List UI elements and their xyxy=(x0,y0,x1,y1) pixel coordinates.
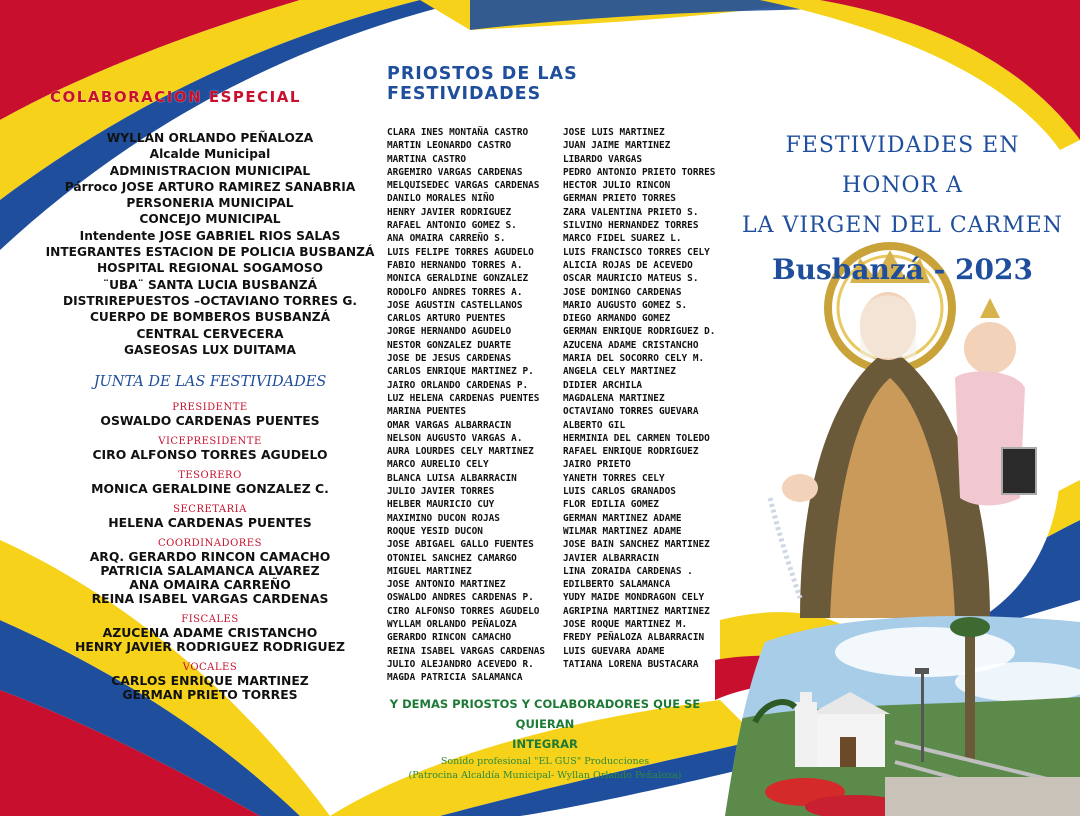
role-label: FISCALES xyxy=(181,614,239,626)
priosto-name: OMAR VARGAS ALBARRACIN xyxy=(387,419,512,431)
priosto-name: JULIO ALEJANDRO ACEVEDO R. xyxy=(387,658,534,670)
priosto-name: GERMAN PRIETO TORRES xyxy=(563,193,676,205)
priosto-name: PEDRO ANTONIO PRIETO TORRES xyxy=(563,166,716,178)
role-name: HELENA CARDENAS PUENTES xyxy=(108,515,312,531)
collab-item: HOSPITAL REGIONAL SOGAMOSO xyxy=(96,261,324,276)
role-label: VICEPRESIDENTE xyxy=(158,436,262,448)
priosto-name: MAGDA PATRICIA SALAMANCA xyxy=(387,672,523,684)
priosto-name: MONICA GERALDINE GONZALEZ xyxy=(387,273,529,285)
priosto-name: JOSE DOMINGO CARDENAS xyxy=(563,286,682,298)
priosto-name: OSWALDO ANDRES CARDENAS P. xyxy=(387,592,534,604)
priosto-name: FREDY PEÑALOZA ALBARRACIN xyxy=(563,632,705,644)
collab-item: GASEOSAS LUX DUITAMA xyxy=(124,342,296,357)
event-title-line: LA VIRGEN DEL CARMEN xyxy=(742,213,1063,238)
priosto-name: JULIO JAVIER TORRES xyxy=(387,486,495,498)
priosto-name: LUIS GUEVARA ADAME xyxy=(563,645,665,657)
collaboration-title: COLABORACION ESPECIAL xyxy=(50,88,301,106)
priosto-name: TATIANA LORENA BUSTACARA xyxy=(563,658,699,670)
priosto-name: SILVINO HERNANDEZ TORRES xyxy=(563,220,699,232)
priosto-name: AURA LOURDES CELY MARTINEZ xyxy=(387,446,534,458)
priosto-name: MARTINA CASTRO xyxy=(387,153,467,165)
priosto-name: MELQUISEDEC VARGAS CARDENAS xyxy=(387,180,540,192)
priosto-name: DIDIER ARCHILA xyxy=(563,379,643,391)
role-name: REINA ISABEL VARGAS CARDENAS xyxy=(91,591,329,607)
role-name: GERMAN PRIETO TORRES xyxy=(122,687,298,703)
priosto-name: ALICIA ROJAS DE ACEVEDO xyxy=(563,259,693,271)
priosto-name: ALBERTO GIL xyxy=(563,419,626,431)
priosto-name: JAVIER ALBARRACIN xyxy=(563,552,659,564)
role-coordinators xyxy=(40,538,380,606)
priosto-name: LUZ HELENA CARDENAS PUENTES xyxy=(387,392,540,404)
role-vicepresident xyxy=(40,436,380,462)
priosto-name: GERMAN ENRIQUE RODRIGUEZ D. xyxy=(563,326,716,338)
note-line: INTEGRAR xyxy=(512,737,578,751)
event-title xyxy=(735,126,1070,292)
priosto-name: OSCAR MAURICIO MATEUS S. xyxy=(563,273,699,285)
collab-item: Intendente JOSE GABRIEL RIOS SALAS xyxy=(79,228,341,243)
role-label: SECRETARIA xyxy=(173,504,247,516)
role-label: PRESIDENTE xyxy=(172,402,248,414)
role-name: AZUCENA ADAME CRISTANCHO xyxy=(102,625,318,641)
priosto-name: JAIRO PRIETO xyxy=(563,459,631,471)
priosto-name: JUAN JAIME MARTINEZ xyxy=(563,140,671,152)
role-treasurer xyxy=(40,470,380,496)
priosto-name: JAIRO ORLANDO CARDENAS P. xyxy=(387,379,529,391)
role-vocals xyxy=(40,662,380,702)
event-title-place-year: Busbanzá - 2023 xyxy=(772,253,1033,286)
priosto-name: JOSE ANTONIO MARTINEZ xyxy=(387,579,506,591)
priosto-name: JOSE LUIS MARTINEZ xyxy=(563,127,665,138)
priosto-name: MARINA PUENTES xyxy=(387,406,467,418)
role-fiscals xyxy=(40,614,380,654)
priosto-name: MARCO FIDEL SUAREZ L. xyxy=(563,233,682,245)
role-name: OSWALDO CARDENAS PUENTES xyxy=(100,413,320,429)
priostos-column-1 xyxy=(387,126,545,684)
role-name: HENRY JAVIER RODRIGUEZ RODRIGUEZ xyxy=(75,639,345,655)
priosto-name: LUIS FRANCISCO TORRES CELY xyxy=(563,246,710,258)
priosto-name: GERARDO RINCON CAMACHO xyxy=(387,632,512,644)
priosto-name: MARTIN LEONARDO CASTRO xyxy=(387,140,512,152)
role-secretary xyxy=(40,504,380,530)
collab-item: WYLLAN ORLANDO PEÑALOZA xyxy=(106,131,314,145)
priosto-name: MARIA DEL SOCORRO CELY M. xyxy=(563,353,705,365)
priosto-name: AGRIPINA MARTINEZ MARTINEZ xyxy=(563,605,710,617)
collaboration-list xyxy=(40,130,380,358)
virgin-del-carmen-image xyxy=(740,238,1080,638)
priosto-name: LUIS FELIPE TORRES AGUDELO xyxy=(387,246,534,258)
church-landscape-photo xyxy=(725,612,1080,816)
priosto-name: JOSE AGUSTIN CASTELLANOS xyxy=(387,299,523,311)
priosto-name: WILMAR MARTINEZ ADAME xyxy=(563,525,682,537)
priosto-name: FABIO HERNANDO TORRES A. xyxy=(387,259,523,271)
collab-item: DISTRIREPUESTOS –OCTAVIANO TORRES G. xyxy=(63,293,357,308)
collab-item: Alcalde Municipal xyxy=(149,147,271,162)
priosto-name: HECTOR JULIO RINCON xyxy=(563,180,671,192)
event-title-line: FESTIVIDADES EN HONOR A xyxy=(785,133,1020,198)
priosto-name: YANETH TORRES CELY xyxy=(563,472,665,484)
priosto-name: ANA OMAIRA CARREÑO S. xyxy=(387,233,506,245)
priosto-name: LUIS CARLOS GRANADOS xyxy=(563,486,676,498)
collab-item: INTEGRANTES ESTACION DE POLICIA BUSBANZÁ xyxy=(45,245,375,260)
sponsor-footer xyxy=(370,755,720,783)
collab-item: Párroco JOSE ARTURO RAMIREZ SANABRIA xyxy=(64,179,356,194)
role-name: ANA OMAIRA CARREÑO xyxy=(129,577,291,593)
priosto-name: CIRO ALFONSO TORRES AGUDELO xyxy=(387,605,540,617)
priosto-name: CLARA INES MONTAÑA CASTRO xyxy=(387,127,529,138)
priosto-name: LIBARDO VARGAS xyxy=(563,153,643,165)
role-name: CIRO ALFONSO TORRES AGUDELO xyxy=(92,447,328,463)
priostos-column-2 xyxy=(563,126,715,671)
collab-item: ¨UBA¨ SANTA LUCIA BUSBANZÁ xyxy=(102,277,318,292)
priosto-name: EDILBERTO SALAMANCA xyxy=(563,579,671,591)
priosto-name: JOSE ABIGAEL GALLO FUENTES xyxy=(387,539,534,551)
priosto-name: OTONIEL SANCHEZ CAMARGO xyxy=(387,552,517,564)
priosto-name: HELBER MAURICIO CUY xyxy=(387,499,495,511)
priosto-name: HENRY JAVIER RODRIGUEZ xyxy=(387,206,512,218)
priosto-name: MARCO AURELIO CELY xyxy=(387,459,489,471)
priosto-name: CARLOS ARTURO PUENTES xyxy=(387,313,506,325)
priosto-name: JOSE DE JESUS CARDENAS xyxy=(387,353,512,365)
priosto-name: ANGELA CELY MARTINEZ xyxy=(563,366,676,378)
priosto-name: NELSON AUGUSTO VARGAS A. xyxy=(387,432,523,444)
priostos-title: PRIOSTOS DE LAS FESTIVIDADES xyxy=(387,64,578,104)
priosto-name: DANILO MORALES NIÑO xyxy=(387,193,495,205)
collab-item: CONCEJO MUNICIPAL xyxy=(139,212,281,227)
priosto-name: REINA ISABEL VARGAS CARDENAS xyxy=(387,645,546,657)
priosto-name: MIGUEL MARTINEZ xyxy=(387,565,472,577)
priosto-name: JORGE HERNANDO AGUDELO xyxy=(387,326,512,338)
priosto-name: DIEGO ARMANDO GOMEZ xyxy=(563,313,671,325)
additional-priostos-note xyxy=(380,694,710,754)
priosto-name: ZARA VALENTINA PRIETO S. xyxy=(563,206,699,218)
priosto-name: ROQUE YESID DUCON xyxy=(387,525,483,537)
priosto-name: BLANCA LUISA ALBARRACIN xyxy=(387,472,517,484)
priosto-name: JOSE ROQUE MARTINEZ M. xyxy=(563,618,688,630)
role-label: COORDINADORES xyxy=(158,538,262,550)
priosto-name: YUDY MAIDE MONDRAGON CELY xyxy=(563,592,705,604)
role-name: MONICA GERALDINE GONZALEZ C. xyxy=(91,481,329,497)
footer-line: Sonido profesional "EL GUS" Producciones xyxy=(440,756,650,767)
role-name: PATRICIA SALAMANCA ALVAREZ xyxy=(100,563,320,579)
role-label: VOCALES xyxy=(182,662,238,674)
collab-item: CUERPO DE BOMBEROS BUSBANZÁ xyxy=(89,310,331,325)
priosto-name: MAGDALENA MARTINEZ xyxy=(563,392,665,404)
priosto-name: NESTOR GONZALEZ DUARTE xyxy=(387,339,512,351)
left-column xyxy=(40,88,380,710)
priosto-name: MAXIMINO DUCON ROJAS xyxy=(387,512,500,524)
collab-item: CENTRAL CERVECERA xyxy=(136,326,284,341)
priosto-name: WYLLAM ORLANDO PEÑALOZA xyxy=(387,618,517,630)
priosto-name: RODOLFO ANDRES TORRES A. xyxy=(387,286,523,298)
role-label: TESORERO xyxy=(178,470,242,482)
priosto-name: JOSE BAIN SANCHEZ MARTINEZ xyxy=(563,539,710,551)
priosto-name: FLOR EDILIA GOMEZ xyxy=(563,499,659,511)
collab-item: ADMINISTRACION MUNICIPAL xyxy=(109,163,311,178)
priosto-name: LINA ZORAIDA CARDENAS . xyxy=(563,565,693,577)
priosto-name: CARLOS ENRIQUE MARTINEZ P. xyxy=(387,366,534,378)
priosto-name: GERMAN MARTINEZ ADAME xyxy=(563,512,682,524)
priosto-name: RAFAEL ANTONIO GOMEZ S. xyxy=(387,220,517,232)
priosto-name: OCTAVIANO TORRES GUEVARA xyxy=(563,406,699,418)
role-president xyxy=(40,402,380,428)
priosto-name: AZUCENA ADAME CRISTANCHO xyxy=(563,339,699,351)
priosto-name: HERMINIA DEL CARMEN TOLEDO xyxy=(563,432,710,444)
role-name: CARLOS ENRIQUE MARTINEZ xyxy=(111,673,309,689)
priosto-name: MARIO AUGUSTO GOMEZ S. xyxy=(563,299,688,311)
junta-title: JUNTA DE LAS FESTIVIDADES xyxy=(93,374,327,391)
collab-item: PERSONERIA MUNICIPAL xyxy=(126,196,294,211)
note-line: Y DEMAS PRIOSTOS Y COLABORADORES QUE SE QUIERAN xyxy=(389,697,701,731)
priosto-name: ARGEMIRO VARGAS CARDENAS xyxy=(387,166,523,178)
role-name: ARQ. GERARDO RINCON CAMACHO xyxy=(89,549,331,565)
footer-line: (Patrocina Alcaldía Municipal- Wyllan Orlando Peñaloza) xyxy=(408,770,682,781)
priosto-name: RAFAEL ENRIQUE RODRIGUEZ xyxy=(563,446,699,458)
